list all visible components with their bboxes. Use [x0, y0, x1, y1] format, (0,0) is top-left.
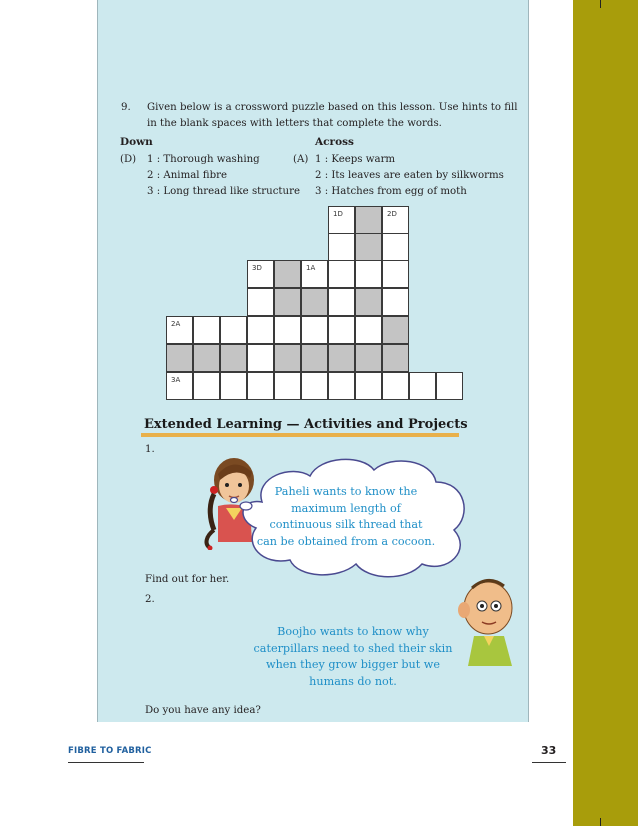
- boojho-illustration: [454, 574, 524, 670]
- across-heading: Across: [315, 136, 354, 148]
- crossword-cell[interactable]: [328, 206, 355, 234]
- cell-label: 1A: [306, 264, 316, 272]
- crossword-cell-shaded: [274, 260, 301, 288]
- footer-rule: [68, 762, 144, 763]
- crossword-cell[interactable]: [247, 260, 274, 288]
- crossword-cell[interactable]: [328, 233, 355, 261]
- down-clue: 3 : Long thread like structure: [147, 186, 300, 197]
- crossword-cell[interactable]: [382, 372, 409, 400]
- closing-question: Do you have any idea?: [145, 705, 261, 716]
- crossword-cell-shaded: [355, 288, 382, 316]
- crossword-cell-shaded: [382, 316, 409, 344]
- crossword-cell-shaded: [355, 206, 382, 234]
- down-tag: (D): [120, 154, 137, 165]
- crossword-cell[interactable]: [274, 316, 301, 344]
- page-number: 33: [541, 744, 557, 757]
- bubble-line: Paheli wants to know the: [274, 485, 418, 498]
- crossword-cell[interactable]: [193, 316, 220, 344]
- crossword-cell[interactable]: [274, 372, 301, 400]
- crossword-cell-shaded: [382, 344, 409, 372]
- crossword-cell-shaded: [301, 288, 328, 316]
- crossword-cell[interactable]: [166, 316, 193, 344]
- crop-mark: [600, 0, 601, 8]
- cell-label: 3A: [171, 376, 181, 384]
- chapter-title: FIBRE TO FABRIC: [68, 746, 152, 756]
- crossword-cell[interactable]: [247, 288, 274, 316]
- question-line: Given below is a crossword puzzle based on this lesson. Use hints to fill: [147, 102, 518, 113]
- panel-border: [97, 0, 98, 722]
- bubble-line: maximum length of: [291, 501, 401, 515]
- crop-mark: [600, 818, 601, 826]
- question-number: 9.: [121, 102, 131, 113]
- crossword-cell[interactable]: [247, 344, 274, 372]
- crossword-cell[interactable]: [328, 372, 355, 400]
- crossword-cell[interactable]: [328, 288, 355, 316]
- crossword-cell-shaded: [220, 344, 247, 372]
- title-underline: [141, 433, 459, 437]
- cell-label: 1D: [333, 210, 343, 218]
- item-number: 2.: [145, 594, 155, 605]
- section-title: Extended Learning — Activities and Projects: [144, 417, 468, 432]
- crossword-cell[interactable]: [355, 372, 382, 400]
- cell-label: 2A: [171, 320, 181, 328]
- crossword-cell[interactable]: [301, 316, 328, 344]
- across-tag: (A): [293, 154, 309, 165]
- crossword-cell[interactable]: [436, 372, 463, 400]
- crossword-cell[interactable]: [220, 372, 247, 400]
- crossword-cell-shaded: [301, 344, 328, 372]
- question-line: in the blank spaces with letters that complete the words.: [147, 118, 442, 129]
- crossword-cell[interactable]: [382, 260, 409, 288]
- crossword-cell[interactable]: [247, 372, 274, 400]
- side-color-bar: [573, 0, 638, 826]
- crossword-cell[interactable]: [328, 260, 355, 288]
- crossword-cell-shaded: [355, 344, 382, 372]
- crossword-cell-shaded: [328, 344, 355, 372]
- instruction-text: Find out for her.: [145, 574, 230, 585]
- across-clue: 3 : Hatches from egg of moth: [315, 186, 467, 197]
- crossword-cell[interactable]: [409, 372, 436, 400]
- crossword-cell[interactable]: [355, 260, 382, 288]
- crossword-cell[interactable]: [193, 372, 220, 400]
- paheli-question: [246, 484, 446, 550]
- crossword-cell-shaded: [274, 288, 301, 316]
- crossword-cell[interactable]: [382, 288, 409, 316]
- crossword-cell[interactable]: [355, 316, 382, 344]
- crossword-cell[interactable]: [301, 260, 328, 288]
- down-heading: Down: [120, 136, 153, 148]
- panel-border: [528, 0, 529, 722]
- down-clue: 1 : Thorough washing: [147, 154, 260, 165]
- bubble-line: continuous silk thread that: [269, 518, 423, 531]
- crossword-cell-shaded: [166, 344, 193, 372]
- crossword-cell[interactable]: [166, 372, 193, 400]
- boojho-question: [248, 624, 458, 690]
- bubble-line: humans do not.: [309, 674, 397, 688]
- crossword-cell[interactable]: [301, 372, 328, 400]
- bubble-line: Boojho wants to know why: [277, 625, 429, 638]
- crossword-cell[interactable]: [328, 316, 355, 344]
- bubble-line: caterpillars need to shed their skin: [253, 641, 453, 655]
- crossword-cell[interactable]: [382, 206, 409, 234]
- crossword-cell-shaded: [274, 344, 301, 372]
- crossword-cell-shaded: [193, 344, 220, 372]
- footer-rule: [532, 762, 566, 763]
- across-clue: 2 : Its leaves are eaten by silkworms: [315, 170, 504, 181]
- crossword-cell[interactable]: [247, 316, 274, 344]
- across-clue: 1 : Keeps warm: [315, 154, 396, 165]
- cell-label: 2D: [387, 210, 397, 218]
- bubble-line: when they grow bigger but we: [266, 658, 440, 671]
- crossword-cell[interactable]: [382, 233, 409, 261]
- item-number: 1.: [145, 444, 155, 455]
- crossword-cell[interactable]: [220, 316, 247, 344]
- down-clue: 2 : Animal fibre: [147, 170, 228, 181]
- crossword-cell-shaded: [355, 233, 382, 261]
- cell-label: 3D: [252, 264, 262, 272]
- bubble-line: can be obtained from a cocoon.: [256, 534, 436, 548]
